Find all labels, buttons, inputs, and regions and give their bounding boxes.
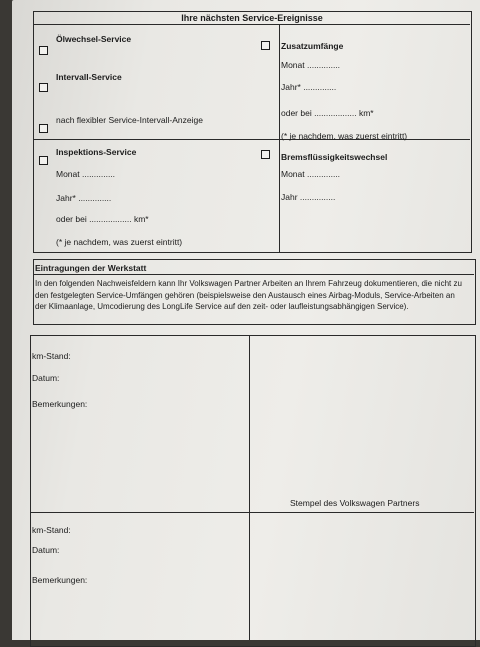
- intervall-checkbox[interactable]: [39, 83, 48, 92]
- inspektion-checkbox[interactable]: [39, 156, 48, 165]
- entry-2-km: km-Stand:: [32, 525, 71, 535]
- inspektion-jahr: Jahr* ..............: [56, 193, 112, 203]
- brems-monat: Monat ..............: [281, 169, 341, 179]
- inspektion-label: Inspektions-Service: [56, 147, 137, 157]
- werkstatt-title: Eintragungen der Werkstatt: [35, 263, 147, 273]
- inspektion-note: (* je nachdem, was zuerst eintritt): [56, 237, 183, 247]
- entry-2-datum: Datum:: [32, 545, 60, 555]
- oelwechsel-label: Ölwechsel-Service: [56, 34, 132, 44]
- stempel-label: Stempel des Volkswagen Partners: [290, 498, 420, 508]
- flex-intervall-checkbox[interactable]: [39, 124, 48, 133]
- zusatz-monat: Monat ..............: [281, 60, 341, 70]
- zusatz-checkbox[interactable]: [261, 41, 270, 50]
- header-divider: [34, 24, 470, 25]
- service-events-title: Ihre nächsten Service-Ereignisse: [181, 13, 323, 23]
- entry-1-bemerkungen: Bemerkungen:: [32, 399, 88, 409]
- zusatz-note: (* je nachdem, was zuerst eintritt): [281, 131, 408, 141]
- entries-row-divider: [31, 512, 474, 513]
- inspektion-km: oder bei .................. km*: [56, 214, 149, 224]
- flex-intervall-label: nach flexibler Service-Intervall-Anzeige: [56, 115, 203, 125]
- werkstatt-title-divider: [34, 274, 474, 275]
- entry-1-datum: Datum:: [32, 373, 60, 383]
- booklet-page: [12, 0, 480, 640]
- entries-table: [30, 335, 476, 647]
- entry-1-km: km-Stand:: [32, 351, 71, 361]
- zusatz-label: Zusatzumfänge: [281, 41, 344, 51]
- brems-checkbox[interactable]: [261, 150, 270, 159]
- brems-label: Bremsflüssigkeitswechsel: [281, 152, 388, 162]
- entries-column-divider: [249, 336, 250, 640]
- oelwechsel-checkbox[interactable]: [39, 46, 48, 55]
- zusatz-km: oder bei .................. km*: [281, 108, 374, 118]
- intervall-label: Intervall-Service: [56, 72, 122, 82]
- zusatz-jahr: Jahr* ..............: [281, 82, 337, 92]
- entry-2-bemerkungen: Bemerkungen:: [32, 575, 88, 585]
- inspektion-monat: Monat ..............: [56, 169, 116, 179]
- service-sheet: [12, 0, 480, 640]
- brems-jahr: Jahr ...............: [281, 192, 336, 202]
- werkstatt-text: In den folgenden Nachweisfeldern kann Ihr Volkswagen Partner Arbeiten an Ihrem Fahrzeug dokumentieren, die nicht zu den festgelegten Service-Umfängen gehören (beispielsweise den Austausch eines Airbag-Moduls, Service-Arbeiten an der Klimaanlage, Umcodierung des LongLife Service auf den zeit- oder laufleistungsabhängigen Service).: [35, 279, 462, 311]
